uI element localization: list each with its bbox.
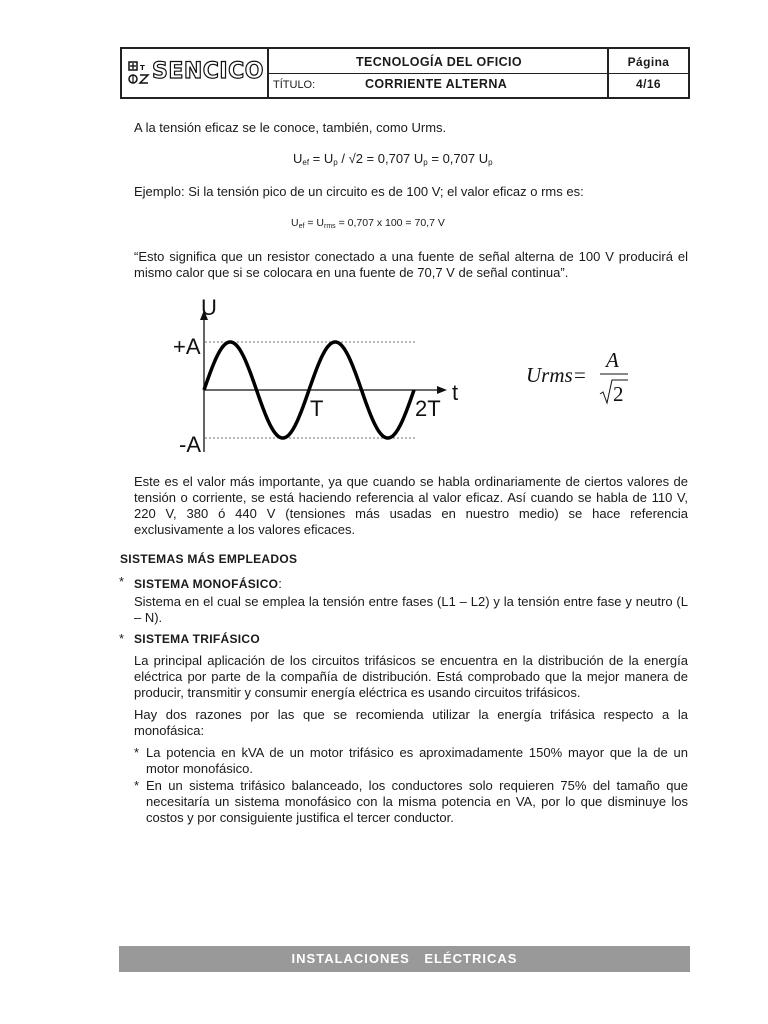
page-label: Página bbox=[627, 55, 670, 69]
formula-subscript: p bbox=[333, 158, 338, 167]
subject-title: TECNOLOGÍA DEL OFICIO bbox=[355, 55, 523, 69]
sine-wave-graph bbox=[165, 292, 475, 464]
formula-part: = 0,707 x 100 = 70,7 V bbox=[335, 217, 445, 229]
minus-a-label: -A bbox=[179, 432, 201, 457]
paragraph-urms-intro: A la tensión eficaz se le conoce, también, como Urms. bbox=[134, 120, 447, 135]
document-header bbox=[120, 47, 690, 99]
formula-subscript: ef bbox=[302, 158, 310, 167]
logo-text: SENCICO bbox=[152, 59, 264, 84]
urms-formula bbox=[522, 345, 642, 411]
formula-symbol: U bbox=[291, 217, 299, 229]
x-axis-label: t bbox=[452, 380, 459, 405]
period-label: T bbox=[310, 396, 324, 421]
title-label: TÍTULO: bbox=[273, 79, 316, 91]
urms-numerator: A bbox=[606, 348, 619, 372]
formula-subscript: p bbox=[488, 158, 493, 167]
formula-part: = U bbox=[309, 151, 334, 166]
logo-area bbox=[122, 49, 269, 97]
header-middle bbox=[269, 49, 609, 97]
formula-subscript: p bbox=[423, 158, 428, 167]
mono-title: SISTEMA MONOFÁSICO bbox=[134, 577, 279, 591]
mono-heading bbox=[134, 575, 282, 593]
reason-2-bullet: * bbox=[134, 778, 140, 793]
mono-colon: : bbox=[278, 576, 282, 591]
double-period-label: 2T bbox=[415, 396, 441, 421]
footer-bar bbox=[119, 946, 690, 972]
formula-symbol: U bbox=[293, 151, 303, 166]
paragraph-example: Ejemplo: Si la tensión pico de un circuito es de 100 V; el valor eficaz o rms es: bbox=[134, 184, 584, 199]
tri-title: SISTEMA TRIFÁSICO bbox=[134, 632, 260, 646]
mono-description: Sistema en el cual se emplea la tensión entre fases (L1 – L2) y la tensión entre fase y neutro (L – N). bbox=[134, 594, 688, 625]
section-title: SISTEMAS MÁS EMPLEADOS bbox=[120, 552, 298, 566]
tri-description: La principal aplicación de los circuitos trifásicos se encuentra en la distribución de la energía eléctrica por parte de la compañía de distribución. Está comprobado que la mejor manera de producir, transmitir y consumir energía eléctrica es usando circuitos trifásicos. bbox=[134, 653, 688, 700]
svg-text:T: T bbox=[140, 64, 145, 72]
y-axis-label: U bbox=[201, 295, 217, 320]
mono-bullet: * bbox=[119, 574, 125, 589]
urms-lhs: Urms= bbox=[526, 363, 587, 387]
urms-denominator: 2 bbox=[613, 382, 624, 406]
title-value: CORRIENTE ALTERNA bbox=[365, 77, 508, 91]
tri-bullet: * bbox=[119, 631, 125, 646]
plus-a-label: +A bbox=[173, 334, 201, 359]
formula-example bbox=[291, 217, 445, 230]
formula-subscript: rms bbox=[324, 223, 336, 230]
footer-text: INSTALACIONES ELÉCTRICAS bbox=[291, 951, 518, 966]
reason-1-bullet: * bbox=[134, 745, 140, 760]
page-number: 4/16 bbox=[636, 77, 661, 91]
formula-part: = U bbox=[304, 217, 324, 229]
formula-subscript: ef bbox=[298, 223, 305, 230]
tri-reasons-intro: Hay dos razones por las que se recomienda utilizar la energía trifásica respecto a la monofásica: bbox=[134, 707, 688, 738]
header-page bbox=[609, 49, 688, 97]
header-divider bbox=[269, 73, 609, 74]
formula-part: = 0,707 U bbox=[427, 151, 489, 166]
sencico-emblem-icon bbox=[128, 61, 150, 85]
reason-1: La potencia en kVA de un motor trifásico es aproximadamente 150% mayor que la de un motor monofásico. bbox=[146, 745, 688, 776]
paragraph-effective-value: Este es el valor más importante, ya que cuando se habla ordinariamente de ciertos valores de tensión o corriente, se está haciendo referencia al valor eficaz. Así cuando se habla de 110 V, 220 V, 380 ó 440 V (tensiones más usadas en nuestro medio) se hace referencia exclusivamente a los valores eficaces. bbox=[134, 474, 688, 537]
paragraph-quote: “Esto significa que un resistor conectado a una fuente de señal alterna de 100 V producirá el mismo calor que si se colocara en una fuente de 70,7 V de señal continua”. bbox=[134, 249, 688, 280]
formula-uef bbox=[293, 151, 493, 171]
page-divider bbox=[609, 73, 688, 74]
x-axis-arrow-icon bbox=[437, 386, 447, 394]
reason-2: En un sistema trifásico balanceado, los conductores solo requieren 75% del tamaño que necesitaría un sistema monofásico con la misma potencia en VA, por lo que disminuye los costos y por consiguiente justifica el tercer conductor. bbox=[146, 778, 688, 825]
formula-part: / √2 = 0,707 U bbox=[337, 151, 424, 166]
